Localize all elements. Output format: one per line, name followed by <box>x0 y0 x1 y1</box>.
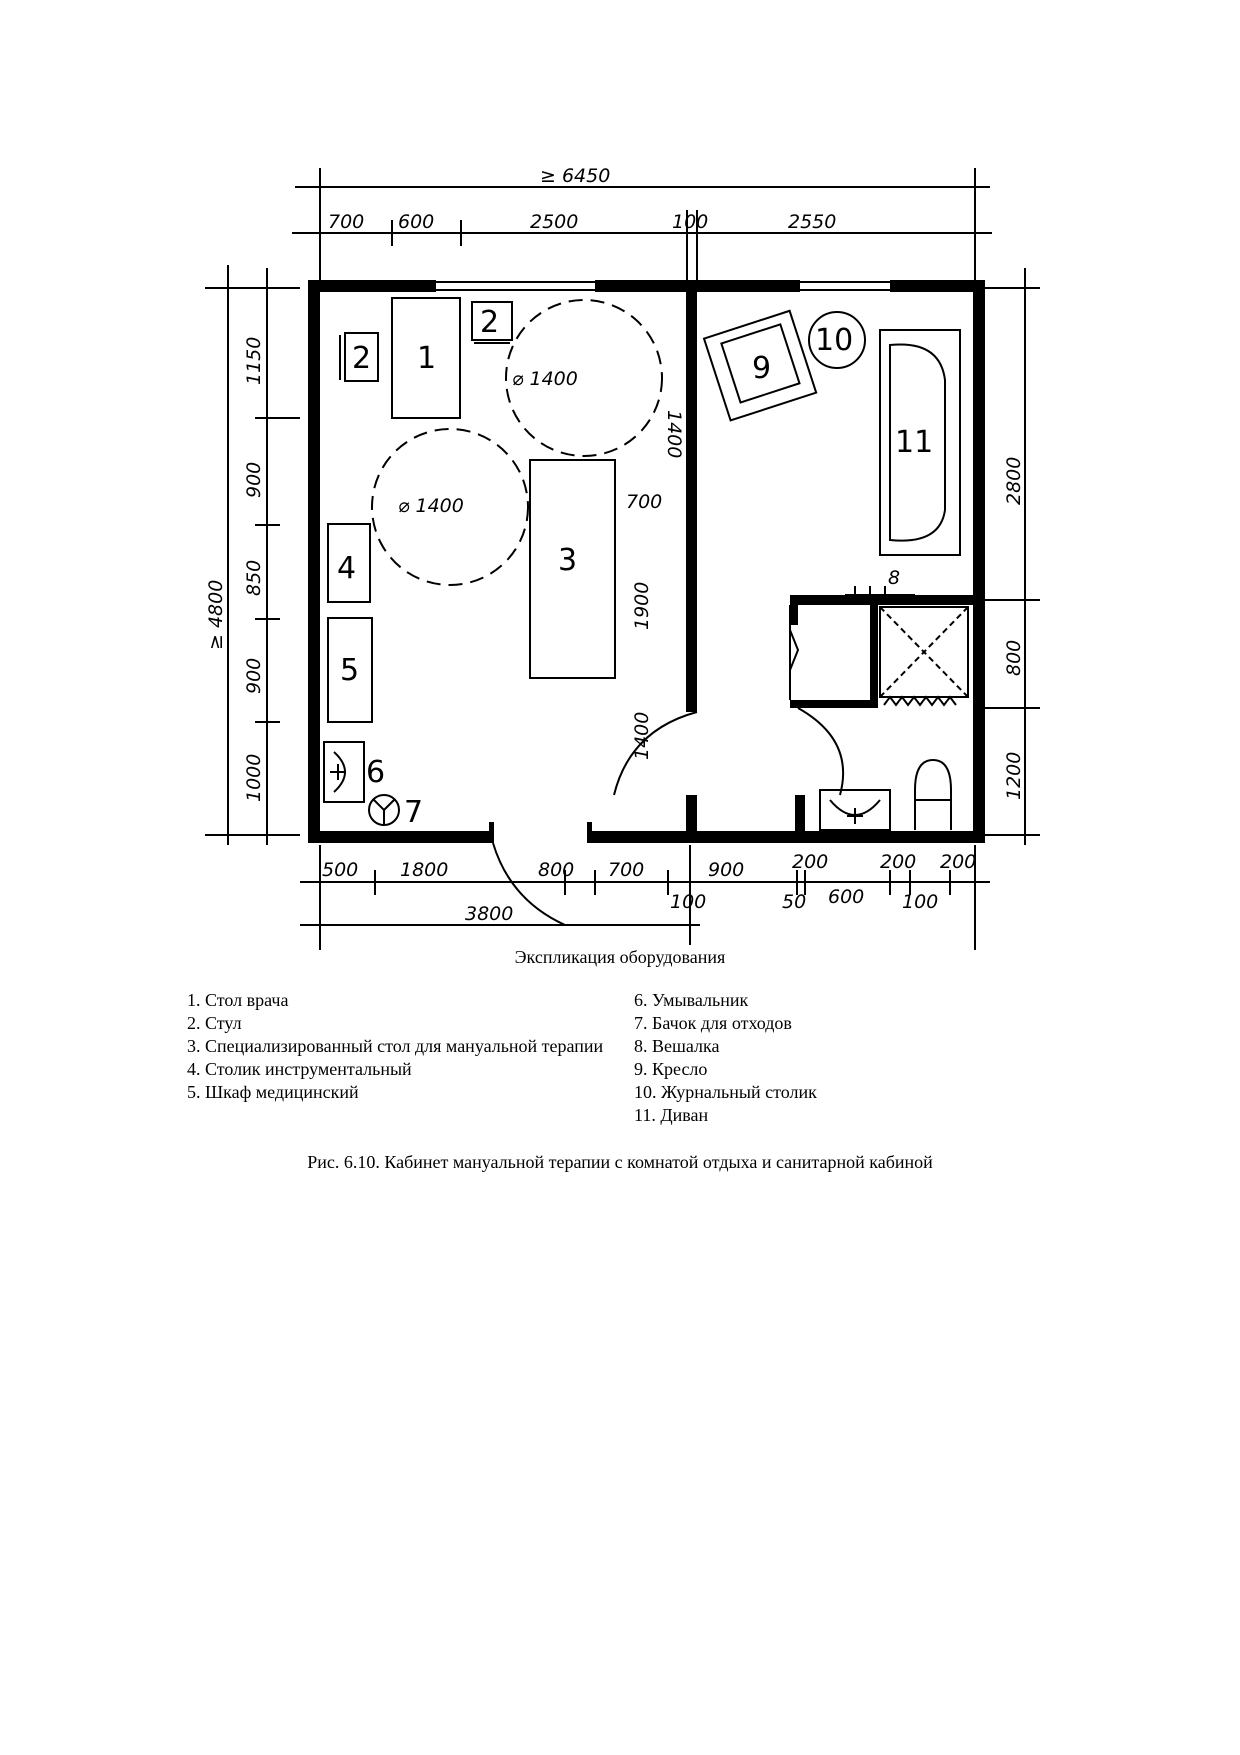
dim-inner-1400-top: 1400 <box>663 410 685 459</box>
circle-label-bottom: ⌀ 1400 <box>398 495 464 517</box>
wall-bathroom-top <box>790 595 980 605</box>
legend-item: 9. Кресло <box>634 1059 708 1079</box>
item-label-2-left: 2 <box>352 341 372 376</box>
dim-bottom-900: 900 <box>708 859 745 881</box>
wall-bottom-left <box>308 831 493 843</box>
legend-item: 5. Шкаф медицинский <box>187 1082 359 1102</box>
dim-bottom-600: 600 <box>828 886 865 908</box>
dim-top-600: 600 <box>398 211 435 233</box>
dim-left-1000: 1000 <box>243 753 265 802</box>
legend-left-column <box>187 989 611 1104</box>
dim-bottom-100-b: 100 <box>902 891 939 913</box>
dim-inner-700: 700 <box>626 491 663 513</box>
legend-right-column <box>634 989 1054 1127</box>
dim-right-1200: 1200 <box>1003 751 1025 800</box>
item-label-11: 11 <box>895 425 934 460</box>
toilet <box>915 760 951 830</box>
door-bath-arc <box>798 708 843 795</box>
dim-left-1150: 1150 <box>243 336 265 385</box>
item-label-7: 7 <box>404 795 424 830</box>
dim-inner-1400-bottom: 1400 <box>631 711 653 760</box>
legend-item: 4. Столик инструментальный <box>187 1059 412 1079</box>
legend-item: 1. Стол врача <box>187 990 289 1010</box>
wall-top-left <box>308 280 436 292</box>
dim-left-850: 850 <box>243 559 265 596</box>
item-label-9: 9 <box>752 351 772 386</box>
legend-item: 2. Стул <box>187 1013 242 1033</box>
dim-overall-width: ≥ 6450 <box>540 165 611 187</box>
legend-item: 6. Умывальник <box>634 990 749 1010</box>
dim-bottom-700: 700 <box>608 859 645 881</box>
legend-item: 7. Бачок для отходов <box>634 1013 792 1033</box>
dim-left-900: 900 <box>243 461 265 498</box>
dim-left-900-b: 900 <box>243 657 265 694</box>
item-label-6: 6 <box>366 755 386 790</box>
item-label-2-top: 2 <box>480 305 500 340</box>
dim-bottom-50: 50 <box>782 891 807 913</box>
wall-partition <box>686 280 697 712</box>
item-label-1: 1 <box>417 341 437 376</box>
dim-bottom-500: 500 <box>322 859 359 881</box>
dim-bottom-200-b: 200 <box>880 851 917 873</box>
dim-right-2800: 2800 <box>1003 456 1025 505</box>
figure-caption: Рис. 6.10. Кабинет мануальной терапии с комнатой отдыха и санитарной кабиной <box>307 1152 933 1172</box>
item-label-4: 4 <box>337 551 357 586</box>
dim-inner-1900: 1900 <box>631 581 653 630</box>
item-label-10: 10 <box>815 323 854 358</box>
dim-top-2550: 2550 <box>788 211 837 233</box>
door-partition-arc <box>614 712 697 795</box>
legend-item: 8. Вешалка <box>634 1036 720 1056</box>
dim-top-100: 100 <box>672 211 709 233</box>
wall-right <box>973 280 985 843</box>
wall-top-right <box>890 280 985 292</box>
item-label-3: 3 <box>558 543 578 578</box>
dim-top-2500: 2500 <box>530 211 579 233</box>
dim-top-700: 700 <box>328 211 365 233</box>
dim-bottom-1800: 1800 <box>400 859 449 881</box>
legend-item: 11. Диван <box>634 1105 709 1125</box>
wall-left <box>308 280 320 843</box>
legend-item: 10. Журнальный столик <box>634 1082 817 1102</box>
item-label-5: 5 <box>340 653 360 688</box>
dim-right-800: 800 <box>1003 639 1025 676</box>
dim-bottom-100: 100 <box>670 891 707 913</box>
legend-item: 3. Специализированный стол для мануальной терапии <box>187 1036 604 1056</box>
dim-bottom-200-a: 200 <box>792 851 829 873</box>
dim-overall-height: ≥ 4800 <box>205 579 227 650</box>
dim-bottom-200-c: 200 <box>940 851 977 873</box>
wall-bottom-right <box>588 831 985 843</box>
item-label-8: 8 <box>888 567 901 589</box>
circle-label-top: ⌀ 1400 <box>512 368 578 390</box>
dim-bottom-800: 800 <box>538 859 575 881</box>
equipment-explication-title: Экспликация оборудования <box>514 947 726 967</box>
wall-top-middle <box>595 280 800 292</box>
dim-bottom-3800: 3800 <box>465 903 514 925</box>
